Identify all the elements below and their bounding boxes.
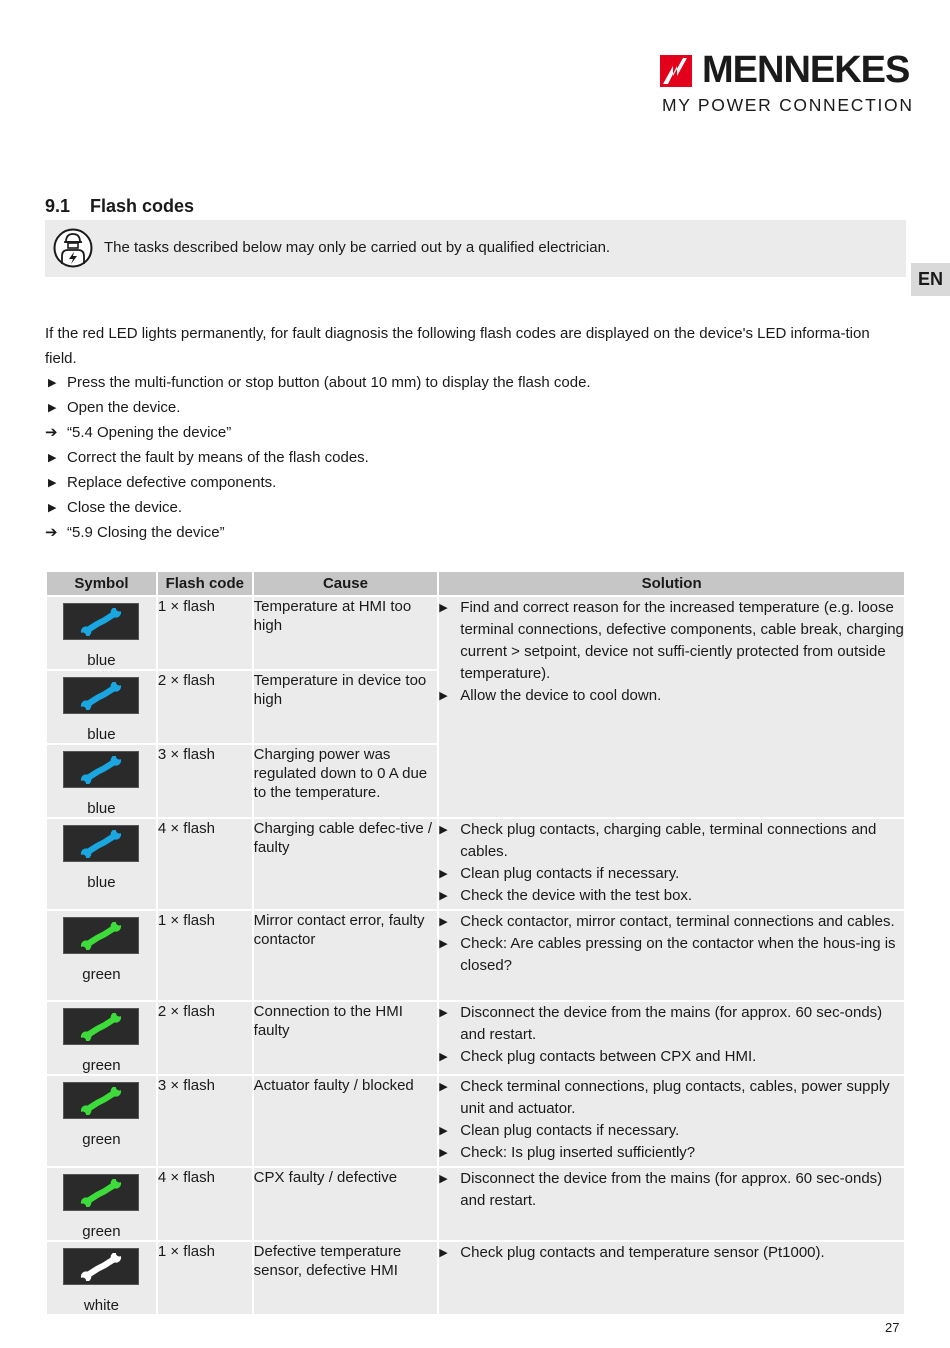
wrench-icon (80, 1179, 122, 1207)
symbol-cell (46, 1001, 157, 1075)
table-row (46, 1001, 905, 1075)
solution-cell (438, 1241, 905, 1315)
symbol-box (63, 677, 139, 714)
bullet-triangle-icon: ▶ (439, 1007, 448, 1019)
solution-item: ▶ Check plug contacts, charging cable, terminal connections and cables. (439, 821, 877, 860)
bullet-triangle-icon: ▶ (439, 1125, 448, 1137)
mennekes-logo-mark-icon (660, 55, 692, 87)
table-row (46, 1167, 905, 1241)
bullet-triangle-icon: ▶ (439, 690, 448, 702)
flash-code-cell: 4 × flash (157, 1167, 253, 1241)
bullet-triangle-icon: ▶ (439, 1173, 448, 1185)
symbol-box (63, 917, 139, 954)
solution-item: ▶ Check terminal connections, plug contacts, cables, power supply unit and actuator. (439, 1078, 890, 1117)
solution-item: ▶ Check plug contacts and temperature sensor (Pt1000). (439, 1242, 904, 1264)
solution-item: ▶ Check contactor, mirror contact, terminal connections and cables. (439, 911, 904, 933)
symbol-color-label: green (82, 966, 121, 983)
bullet-triangle-icon: ▶ (439, 890, 448, 902)
flash-codes-table (45, 570, 906, 1316)
wrench-icon (80, 1013, 122, 1041)
solution-item: ▶ Disconnect the device from the mains (for approx. 60 sec-onds) and restart. (439, 1004, 883, 1043)
bullet-triangle-icon: ▶ (439, 868, 448, 880)
table-row (46, 596, 905, 670)
cause-cell: Temperature at HMI too high (253, 596, 439, 670)
symbol-color-label: blue (87, 726, 116, 743)
safety-notice (45, 220, 906, 277)
symbol-color-label: blue (87, 874, 116, 891)
cause-cell: Charging power was regulated down to 0 A due to the temperature. (253, 744, 439, 818)
flash-code-cell: 3 × flash (157, 744, 253, 818)
cause-cell: Mirror contact error, faulty contactor (253, 910, 439, 1001)
cause-cell: Actuator faulty / blocked (253, 1075, 439, 1167)
bullet-triangle-icon: ▶ (48, 452, 57, 464)
step-text: Correct the fault by means of the flash codes. (67, 449, 369, 466)
solution-item: ▶ Check plug contacts between CPX and HMI. (439, 1046, 904, 1068)
symbol-cell (46, 596, 157, 670)
cause-cell: Charging cable defec-tive / faulty (253, 818, 439, 910)
symbol-box (63, 1082, 139, 1119)
section-title: Flash codes (90, 196, 195, 216)
wrench-icon (80, 608, 122, 636)
step-text: Close the device. (67, 499, 183, 516)
bullet-triangle-icon: ▶ (48, 377, 57, 389)
solution-cell (438, 1167, 905, 1241)
solution-item: ▶ Clean plug contacts if necessary. (439, 1120, 904, 1142)
symbol-box (63, 1248, 139, 1285)
cause-cell: Defective temperature sensor, defective HMI (253, 1241, 439, 1315)
flash-code-cell: 2 × flash (157, 1001, 253, 1075)
symbol-box (63, 825, 139, 862)
solution-item: ▶ Disconnect the device from the mains (for approx. 60 sec-onds) and restart. (439, 1170, 883, 1209)
symbol-color-label: white (83, 1297, 119, 1314)
qualified-electrician-icon (53, 228, 93, 268)
flash-code-cell: 1 × flash (157, 910, 253, 1001)
table-row (46, 818, 905, 910)
reference-text: “5.9 Closing the device” (67, 524, 225, 541)
wrench-icon (80, 682, 122, 710)
bullet-triangle-icon: ▶ (439, 602, 448, 614)
bullet-triangle-icon: ▶ (439, 938, 448, 950)
solution-cell (438, 596, 905, 818)
wrench-icon (80, 756, 122, 784)
arrow-right-icon: ➔ (45, 424, 58, 441)
solution-cell (438, 818, 905, 910)
column-header-flash-code: Flash code (157, 571, 253, 596)
column-header-solution: Solution (438, 571, 905, 596)
bullet-triangle-icon: ▶ (439, 916, 448, 928)
symbol-box (63, 603, 139, 640)
bullet-triangle-icon: ▶ (439, 824, 448, 836)
symbol-box (63, 1008, 139, 1045)
step-item (45, 446, 905, 471)
bullet-triangle-icon: ▶ (439, 1081, 448, 1093)
column-header-symbol: Symbol (46, 571, 157, 596)
solution-cell (438, 910, 905, 1001)
bullet-triangle-icon: ▶ (439, 1247, 448, 1259)
flash-code-cell: 2 × flash (157, 670, 253, 744)
symbol-box (63, 1174, 139, 1211)
wrench-icon (80, 830, 122, 858)
table-row (46, 910, 905, 1001)
language-tab: EN (911, 263, 950, 296)
symbol-cell (46, 1075, 157, 1167)
bullet-triangle-icon: ▶ (48, 502, 57, 514)
step-item (45, 371, 905, 396)
cause-cell: Temperature in device too high (253, 670, 439, 744)
step-list (45, 371, 905, 546)
solution-cell (438, 1075, 905, 1167)
bullet-triangle-icon: ▶ (48, 402, 57, 414)
symbol-color-label: green (82, 1131, 121, 1148)
flash-code-cell: 1 × flash (157, 1241, 253, 1315)
symbol-cell (46, 818, 157, 910)
flash-code-cell: 4 × flash (157, 818, 253, 910)
step-reference (45, 521, 905, 546)
symbol-cell (46, 670, 157, 744)
step-item (45, 471, 905, 496)
cause-cell: Connection to the HMI faulty (253, 1001, 439, 1075)
arrow-right-icon: ➔ (45, 524, 58, 541)
table-row (46, 1075, 905, 1167)
table-header-row (46, 571, 905, 596)
bullet-triangle-icon: ▶ (439, 1051, 448, 1063)
brand-name: MENNEKES (702, 49, 910, 91)
cause-cell: CPX faulty / defective (253, 1167, 439, 1241)
step-text: Replace defective components. (67, 474, 277, 491)
symbol-cell (46, 910, 157, 1001)
flash-code-cell: 3 × flash (157, 1075, 253, 1167)
table-row (46, 1241, 905, 1315)
step-item (45, 496, 905, 521)
symbol-cell (46, 1241, 157, 1315)
wrench-icon (80, 1253, 122, 1281)
solution-item: ▶ Check: Is plug inserted sufficiently? (439, 1142, 904, 1164)
bullet-triangle-icon: ▶ (439, 1147, 448, 1159)
page-number: 27 (885, 1320, 900, 1335)
solution-item: ▶ Check: Are cables pressing on the contactor when the hous-ing is closed? (439, 935, 896, 974)
symbol-cell (46, 744, 157, 818)
notice-text: The tasks described below may only be carried out by a qualified electrician. (104, 239, 611, 256)
section-heading (45, 196, 194, 217)
brand-tagline: MY POWER CONNECTION (662, 95, 914, 115)
symbol-box (63, 751, 139, 788)
symbol-color-label: blue (87, 800, 116, 817)
reference-text: “5.4 Opening the device” (67, 424, 232, 441)
bullet-triangle-icon: ▶ (48, 477, 57, 489)
symbol-cell (46, 1167, 157, 1241)
flash-code-cell: 1 × flash (157, 596, 253, 670)
step-item (45, 396, 905, 421)
step-text: Open the device. (67, 399, 181, 416)
symbol-color-label: blue (87, 652, 116, 669)
section-number: 9.1 (45, 196, 71, 216)
brand-logo (660, 49, 914, 122)
symbol-color-label: green (82, 1223, 121, 1240)
column-header-cause: Cause (253, 571, 439, 596)
solution-cell (438, 1001, 905, 1075)
solution-item: ▶ Clean plug contacts if necessary. (439, 863, 904, 885)
solution-item: ▶ Check the device with the test box. (439, 885, 904, 907)
solution-item: ▶ Allow the device to cool down. (439, 685, 904, 707)
step-reference (45, 421, 905, 446)
wrench-icon (80, 1087, 122, 1115)
wrench-icon (80, 922, 122, 950)
intro-paragraph: If the red LED lights permanently, for fault diagnosis the following flash codes are displayed on the device's LED informa-tion field. (45, 325, 870, 367)
step-text: Press the multi-function or stop button (about 10 mm) to display the flash code. (67, 374, 591, 391)
solution-item: ▶ Find and correct reason for the increased temperature (e.g. loose terminal connections, defective components, cable break, charging current > setpoint, device not suffi-ciently protected from outside temperature). (439, 599, 904, 682)
symbol-color-label: green (82, 1057, 121, 1074)
